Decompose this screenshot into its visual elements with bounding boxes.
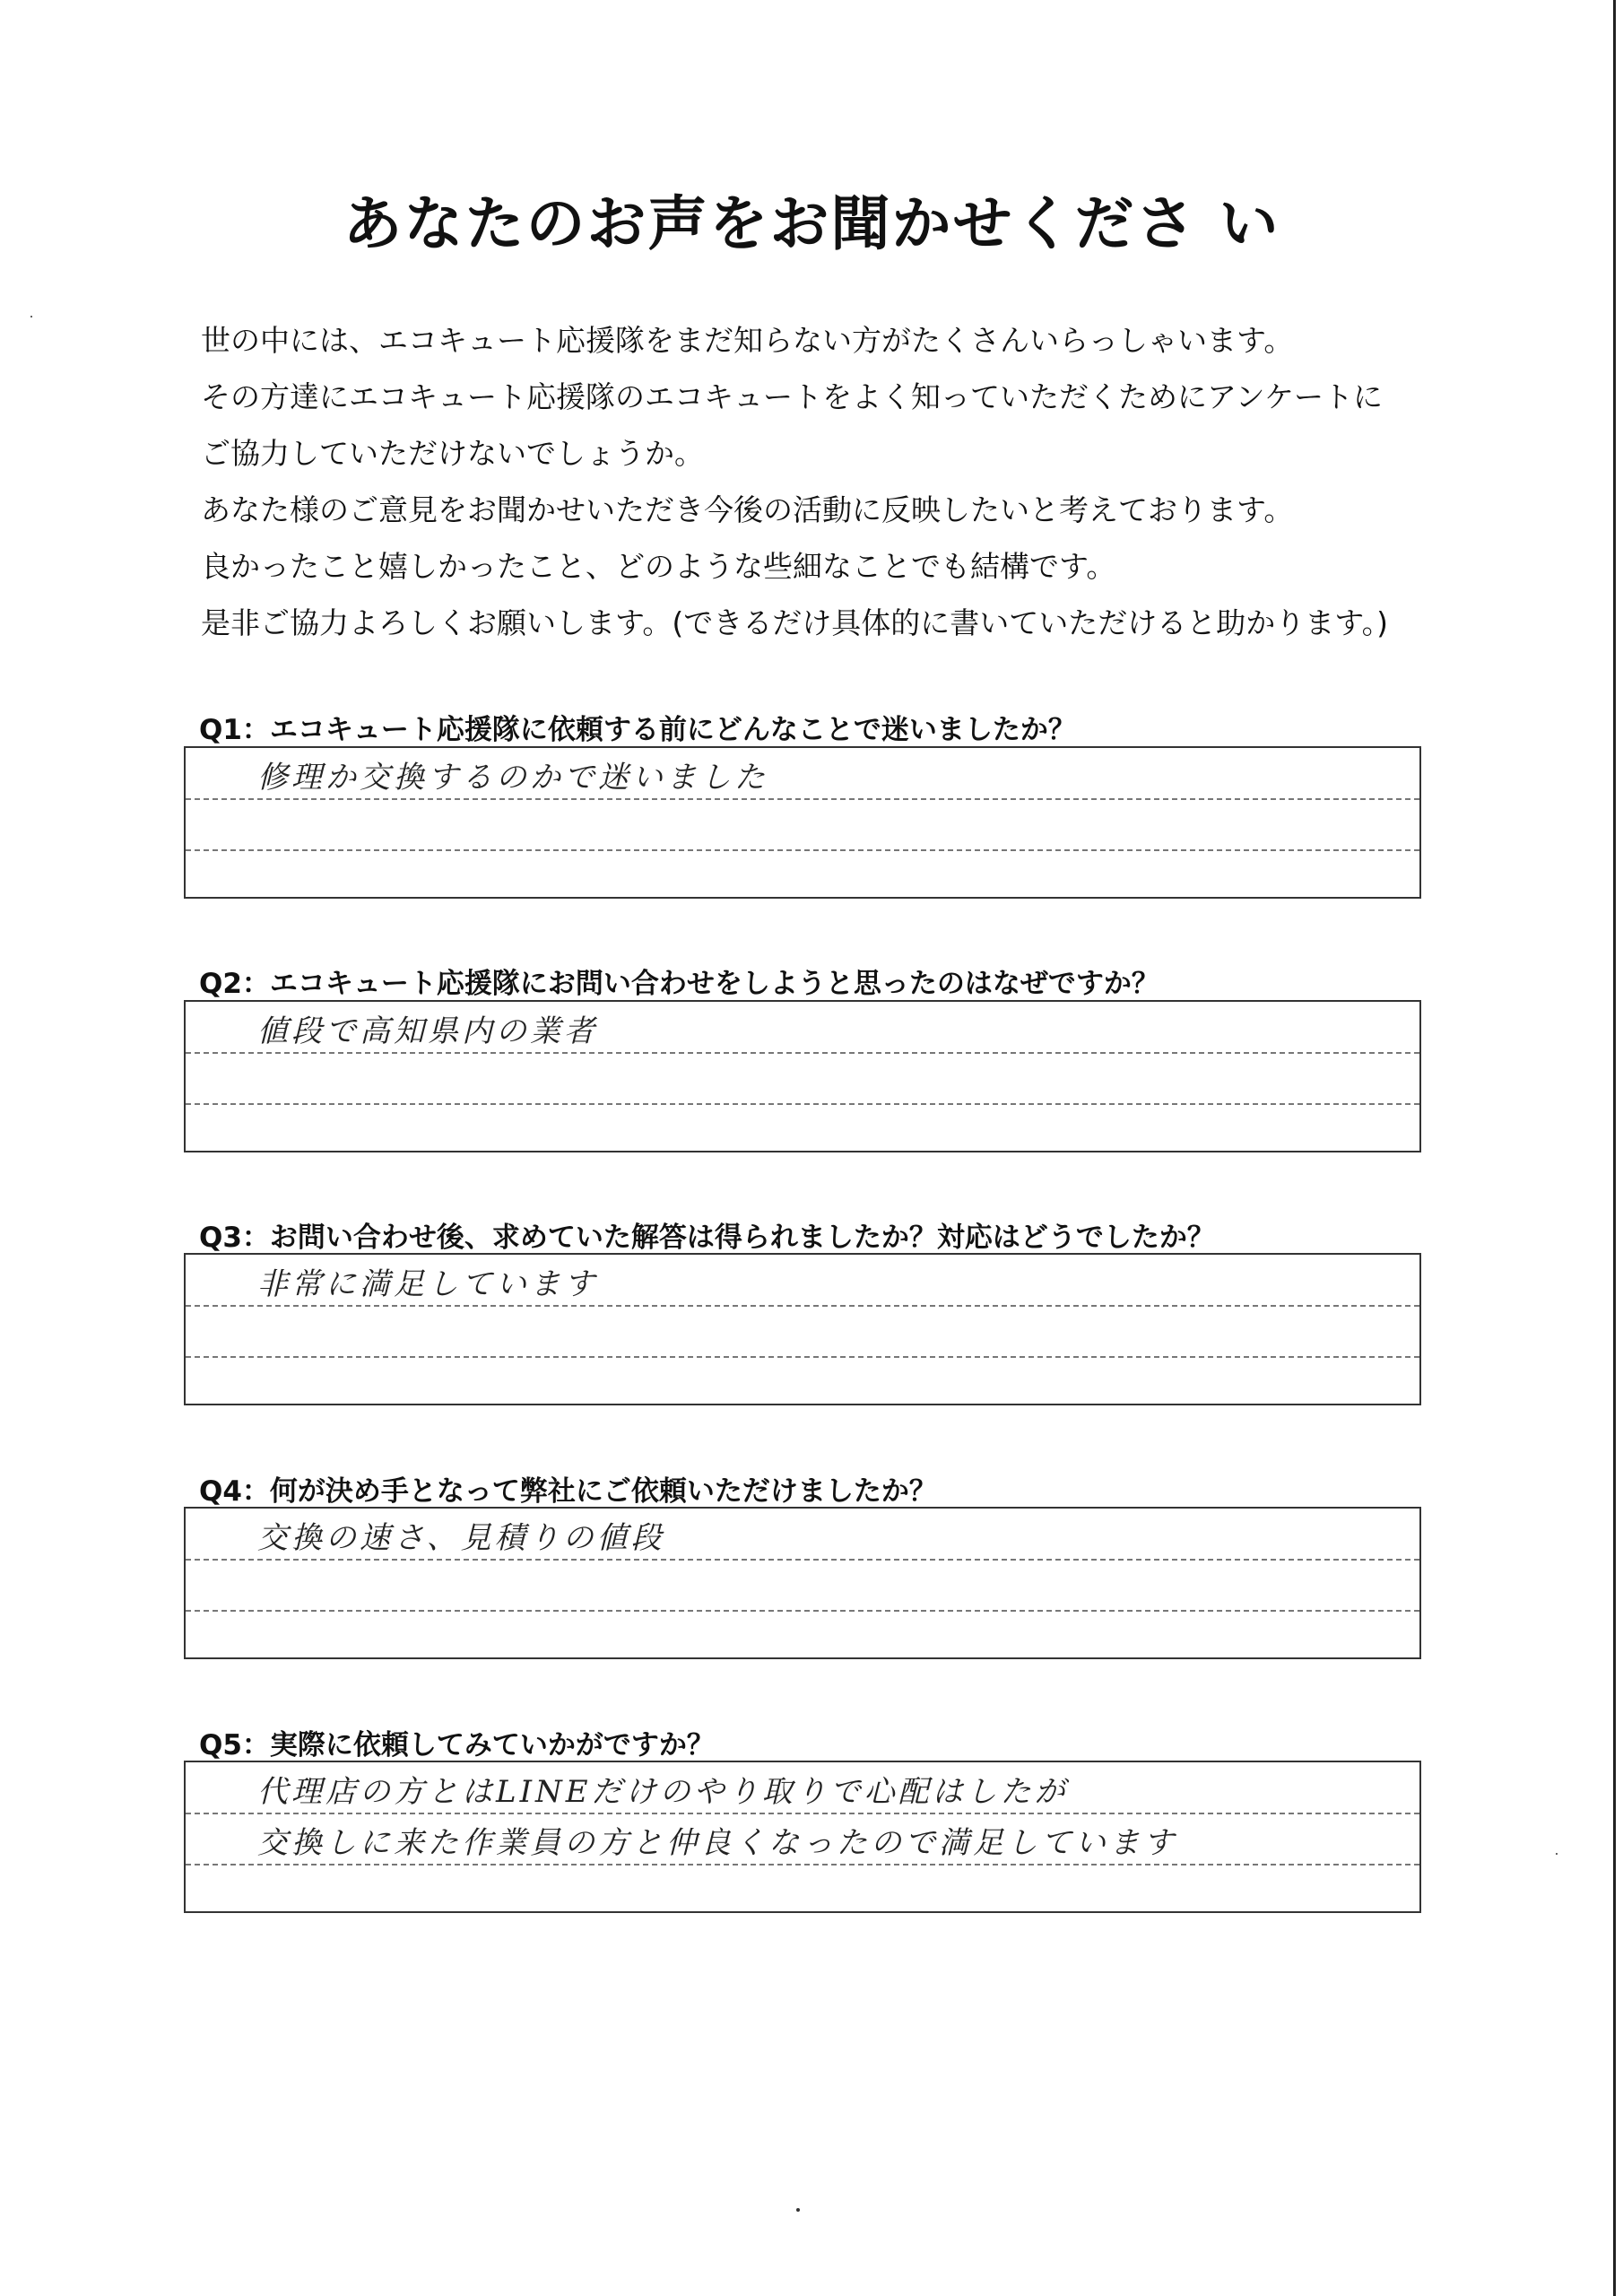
answer-row — [186, 1002, 1419, 1052]
scan-speck — [796, 2208, 800, 2212]
answer-row — [186, 1610, 1419, 1660]
intro-line: 世の中には、エコキュート応援隊をまだ知らない方がたくさんいらっしゃいます。 — [201, 323, 1294, 358]
scan-speck — [1556, 1853, 1558, 1855]
answer-row — [186, 1305, 1419, 1355]
answer-row — [186, 1356, 1419, 1406]
intro-line: 是非ご協力よろしくお願いします。(できるだけ具体的に書いていただけると助かります。) — [201, 605, 1388, 640]
answer-row — [186, 1103, 1419, 1153]
answer-row — [186, 1255, 1419, 1305]
answer-row — [186, 1762, 1419, 1813]
answer-row — [186, 1864, 1419, 1914]
question-4-label: Q4：何が決め手となって弊社にご依頼いただけましたか？ — [199, 1475, 937, 1508]
question-5-label: Q5：実際に依頼してみていかがですか？ — [199, 1729, 715, 1761]
answer-row — [186, 1813, 1419, 1863]
intro-line: 良かったこと嬉しかったこと、どのような些細なことでも結構です。 — [201, 549, 1116, 584]
answer-box-5 — [184, 1761, 1421, 1913]
answer-row — [186, 849, 1419, 900]
handwritten-answer: 交換しに来た作業員の方と仲良くなったので満足しています — [257, 1824, 1177, 1861]
scan-speck — [30, 316, 32, 317]
handwritten-answer: 値段で高知県内の業者 — [257, 1013, 598, 1050]
intro-text — [201, 312, 1474, 651]
answer-row — [186, 798, 1419, 848]
answer-box-3 — [184, 1253, 1421, 1405]
handwritten-answer: 修理か交換するのかで迷いました — [257, 760, 768, 796]
answer-row — [186, 1559, 1419, 1609]
question-1-label: Q1：エコキュート応援隊に依頼する前にどんなことで迷いましたか？ — [199, 714, 1076, 746]
page-edge — [1613, 0, 1616, 2296]
intro-line: その方達にエコキュート応援隊のエコキュートをよく知っていただくためにアンケートに — [201, 379, 1384, 414]
handwritten-answer: 交換の速さ、見積りの値段 — [257, 1520, 665, 1557]
answer-box-2 — [184, 1000, 1421, 1152]
intro-line: ご協力していただけないでしょうか。 — [201, 436, 704, 471]
question-2-label: Q2：エコキュート応援隊にお問い合わせをしようと思ったのはなぜですか？ — [199, 968, 1159, 1000]
intro-line: あなた様のご意見をお聞かせいただき今後の活動に反映したいと考えております。 — [201, 492, 1294, 527]
answer-box-4 — [184, 1507, 1421, 1659]
handwritten-answer: 非常に満足しています — [257, 1266, 598, 1303]
handwritten-answer: 代理店の方とはLINEだけのやり取りで心配はしたが — [257, 1774, 1069, 1811]
question-3-label: Q3：お問い合わせ後、求めていた解答は得られましたか？対応はどうでしたか？ — [199, 1222, 1215, 1254]
answer-row — [186, 1052, 1419, 1102]
page-title: あなたのお声をお聞かせくださ い — [343, 189, 1280, 258]
answer-row — [186, 748, 1419, 798]
answer-box-1 — [184, 746, 1421, 899]
answer-row — [186, 1509, 1419, 1559]
